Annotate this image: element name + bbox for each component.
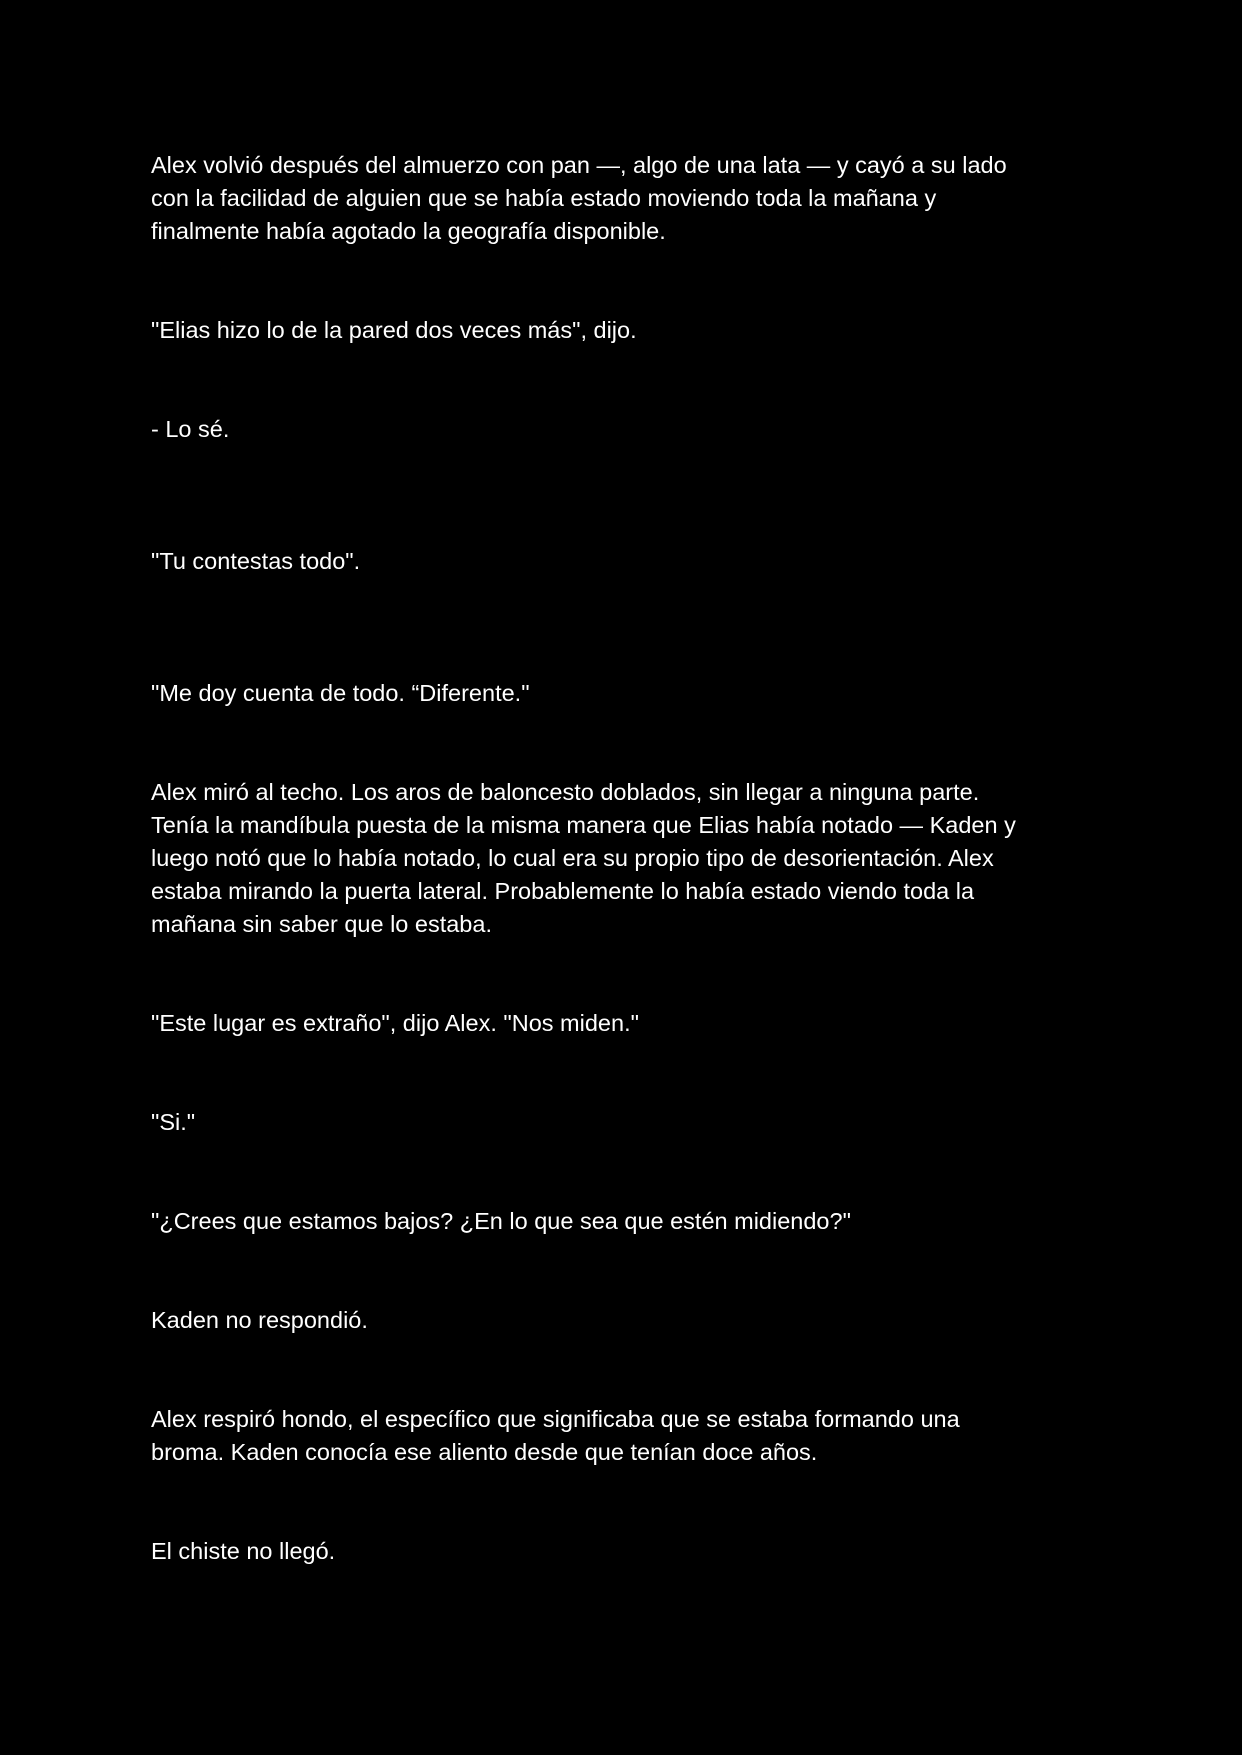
paragraph-line: finalmente había agotado la geografía disponible. — [151, 218, 666, 244]
paragraph-line: - Lo sé. — [151, 416, 230, 442]
paragraph-10 — [151, 1304, 1091, 1337]
paragraph-line: "¿Crees que estamos bajos? ¿En lo que sea que estén midiendo?" — [151, 1208, 851, 1234]
paragraph-line: Alex volvió después del almuerzo con pan —, algo de una lata — y cayó a su lado — [151, 152, 1007, 178]
paragraph-3 — [151, 413, 1091, 446]
paragraph-11 — [151, 1403, 1091, 1469]
paragraph-line: con la facilidad de alguien que se había estado moviendo toda la mañana y — [151, 185, 937, 211]
paragraph-line: Alex miró al techo. Los aros de baloncesto doblados, sin llegar a ninguna parte. — [151, 779, 980, 805]
paragraph-line: luego notó que lo había notado, lo cual era su propio tipo de desorientación. Alex — [151, 845, 994, 871]
paragraph-line: El chiste no llegó. — [151, 1538, 336, 1564]
paragraph-line: estaba mirando la puerta lateral. Probablemente lo había estado viendo toda la — [151, 878, 975, 904]
paragraph-line: mañana sin saber que lo estaba. — [151, 911, 492, 937]
paragraph-9 — [151, 1205, 1091, 1238]
paragraph-line: Alex respiró hondo, el específico que significaba que se estaba formando una — [151, 1406, 960, 1432]
paragraph-8 — [151, 1106, 1091, 1139]
paragraph-line: Kaden no respondió. — [151, 1307, 368, 1333]
paragraph-line: "Elias hizo lo de la pared dos veces más", dijo. — [151, 317, 637, 343]
paragraph-6 — [151, 776, 1091, 941]
paragraph-7 — [151, 1007, 1091, 1040]
paragraph-5 — [151, 677, 1091, 710]
paragraph-1 — [151, 149, 1091, 248]
paragraph-4 — [151, 545, 1091, 578]
paragraph-line: "Si." — [151, 1109, 196, 1135]
paragraph-line: "Tu contestas todo". — [151, 548, 361, 574]
paragraph-line: "Este lugar es extraño", dijo Alex. "Nos miden." — [151, 1010, 639, 1036]
paragraph-12 — [151, 1535, 1091, 1568]
paragraph-2 — [151, 314, 1091, 347]
paragraph-line: "Me doy cuenta de todo. “Diferente." — [151, 680, 530, 706]
paragraph-line: Tenía la mandíbula puesta de la misma manera que Elias había notado — Kaden y — [151, 812, 1016, 838]
paragraph-line: broma. Kaden conocía ese aliento desde que tenían doce años. — [151, 1439, 818, 1465]
